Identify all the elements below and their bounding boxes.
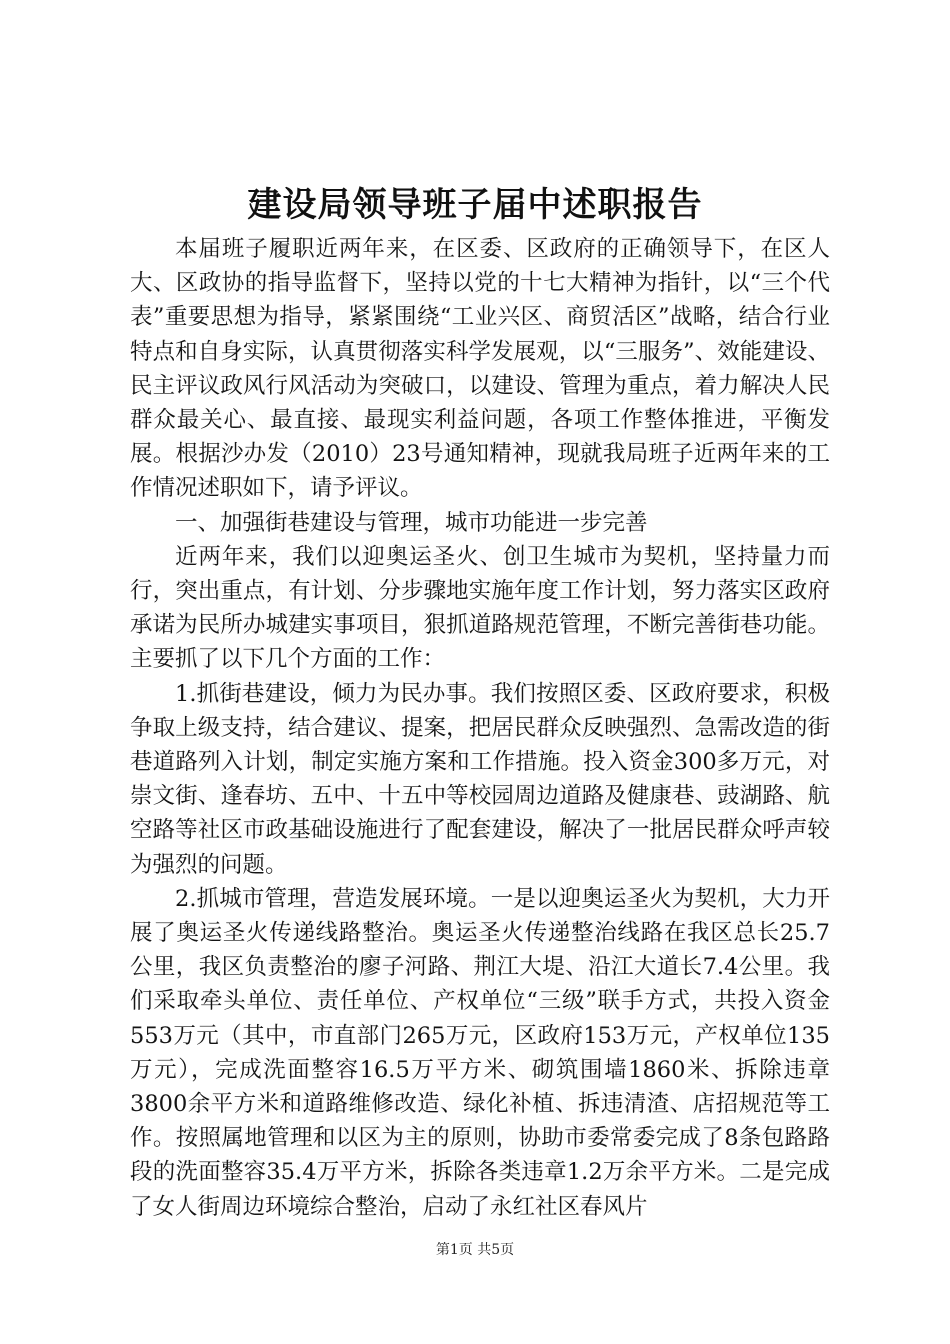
paragraph-intro: 本届班子履职近两年来，在区委、区政府的正确领导下，在区人大、区政协的指导监督下，坚持以党的十七大精神为指针，以“三个代表”重要思想为指导，紧紧围绕“工业兴区、商贸活区”战略，结合行业特点和自身实际，认真贯彻落实科学发展观，以“三服务”、效能建设、民主评议政风行风活动为突破口，以建设、管理为重点，着力解决人民群众最关心、最直接、最现实利益问题，各项工作整体推进，平衡发展。根据沙办发（2010）23号通知精神，现就我局班子近两年来的工作情况述职如下，请予评议。 bbox=[130, 236, 830, 502]
document-body bbox=[130, 232, 830, 1224]
paragraph-item-1: 1.抓街巷建设，倾力为民办事。我们按照区委、区政府要求，积极争取上级支持，结合建议、提案，把居民群众反映强烈、急需改造的街巷道路列入计划，制定实施方案和工作措施。投入资金300多万元，对崇文街、逢春坊、五中、十五中等校园周边道路及健康巷、豉湖路、航空路等社区市政基础设施进行了配套建设，解决了一批居民群众呼声较为强烈的问题。 bbox=[130, 680, 830, 878]
document-title: 建设局领导班子届中述职报告 bbox=[247, 185, 703, 225]
paragraph-section-1-intro: 近两年来，我们以迎奥运圣火、创卫生城市为契机，坚持量力而行，突出重点，有计划、分步骤地实施年度工作计划，努力落实区政府承诺为民所办城建实事项目，狠抓道路规范管理，不断完善街巷功能。主要抓了以下几个方面的工作： bbox=[130, 543, 830, 673]
paragraph-item-2: 2.抓城市管理，营造发展环境。一是以迎奥运圣火为契机，大力开展了奥运圣火传递线路整治。奥运圣火传递整治线路在我区总长25.7公里，我区负责整治的廖子河路、荆江大堤、沿江大道长7.4公里。我们采取牵头单位、责任单位、产权单位“三级”联手方式，共投入资金553万元（其中，市直部门265万元，区政府153万元，产权单位135万元），完成洗面整容16.5万平方米、砌筑围墙1860米、拆除违章3800余平方米和道路维修改造、绿化补植、拆违清渣、店招规范等工作。按照属地管理和以区为主的原则，协助市委常委完成了8条包路路段的洗面整容35.4万平方米，拆除各类违章1.2万余平方米。二是完成了女人街周边环境综合整治，启动了永红社区春风片 bbox=[130, 885, 830, 1220]
page-number-footer: 第1页 共5页 bbox=[435, 1242, 515, 1258]
section-heading-1: 一、加强街巷建设与管理，城市功能进一步完善 bbox=[175, 509, 648, 536]
